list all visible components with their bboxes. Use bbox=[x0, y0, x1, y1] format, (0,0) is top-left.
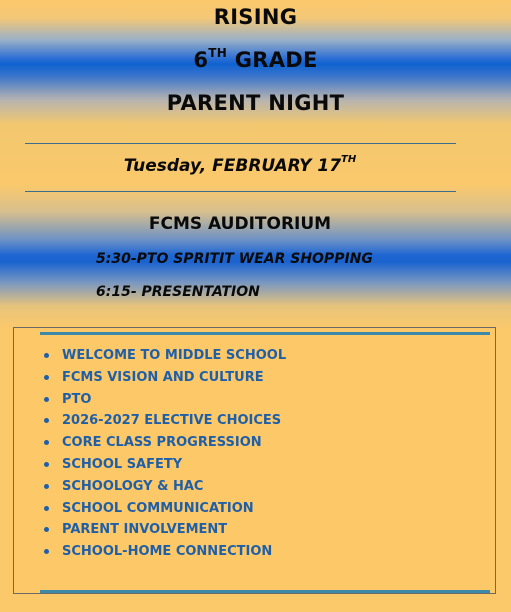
agenda-box bbox=[13, 327, 496, 594]
agenda-item bbox=[40, 498, 286, 520]
grade-number: 6 bbox=[193, 48, 209, 72]
agenda-item bbox=[40, 389, 286, 411]
agenda-item bbox=[40, 410, 286, 432]
bullet-icon bbox=[44, 527, 49, 532]
bullet-icon bbox=[44, 506, 49, 511]
agenda-bottom-rule bbox=[40, 590, 490, 593]
agenda-list bbox=[40, 345, 286, 563]
event-date bbox=[0, 156, 480, 176]
agenda-item bbox=[40, 432, 286, 454]
agenda-item-label: WELCOME TO MIDDLE SCHOOL bbox=[62, 348, 287, 363]
bullet-icon bbox=[44, 462, 49, 467]
agenda-item-label: SCHOOL SAFETY bbox=[62, 456, 183, 472]
bullet-icon bbox=[44, 549, 49, 554]
event-date-suffix: TH bbox=[341, 154, 357, 165]
divider-top bbox=[25, 143, 456, 144]
agenda-item-label: CORE CLASS PROGRESSION bbox=[62, 435, 262, 451]
bullet-icon bbox=[44, 375, 49, 380]
agenda-item bbox=[40, 367, 286, 389]
agenda-top-rule bbox=[40, 332, 490, 335]
agenda-item-label: PTO bbox=[62, 391, 92, 407]
grade-word: GRADE bbox=[227, 48, 318, 72]
grade-ordinal-suffix: TH bbox=[208, 46, 228, 60]
agenda-item-label: SCHOOLOGY & HAC bbox=[62, 478, 204, 494]
agenda-item bbox=[40, 519, 286, 541]
agenda-item bbox=[40, 541, 286, 563]
bullet-icon bbox=[44, 418, 49, 423]
title-parent-night: PARENT NIGHT bbox=[166, 91, 345, 115]
bullet-icon bbox=[44, 397, 49, 402]
bullet-icon bbox=[44, 440, 49, 445]
schedule-item: 5:30-PTO SPRITIT WEAR SHOPPING bbox=[96, 251, 373, 267]
event-date-text: Tuesday, FEBRUARY 17 bbox=[123, 156, 342, 176]
agenda-item bbox=[40, 345, 286, 367]
agenda-item bbox=[40, 454, 286, 476]
title-rising: RISING bbox=[213, 5, 298, 29]
agenda-item-label: SCHOOL COMMUNICATION bbox=[62, 500, 254, 516]
bullet-icon bbox=[44, 353, 49, 358]
schedule-item: 6:15- PRESENTATION bbox=[96, 284, 260, 300]
agenda-item-label: 2026-2027 ELECTIVE CHOICES bbox=[62, 413, 282, 429]
event-venue: FCMS AUDITORIUM bbox=[148, 214, 332, 234]
bullet-icon bbox=[44, 484, 49, 489]
divider-bottom bbox=[25, 191, 456, 192]
agenda-item-label: PARENT INVOLVEMENT bbox=[62, 522, 228, 538]
title-grade bbox=[0, 48, 511, 72]
agenda-item-label: SCHOOL-HOME CONNECTION bbox=[62, 544, 273, 560]
agenda-item bbox=[40, 476, 286, 498]
agenda-item-label: FCMS VISION AND CULTURE bbox=[62, 369, 264, 385]
